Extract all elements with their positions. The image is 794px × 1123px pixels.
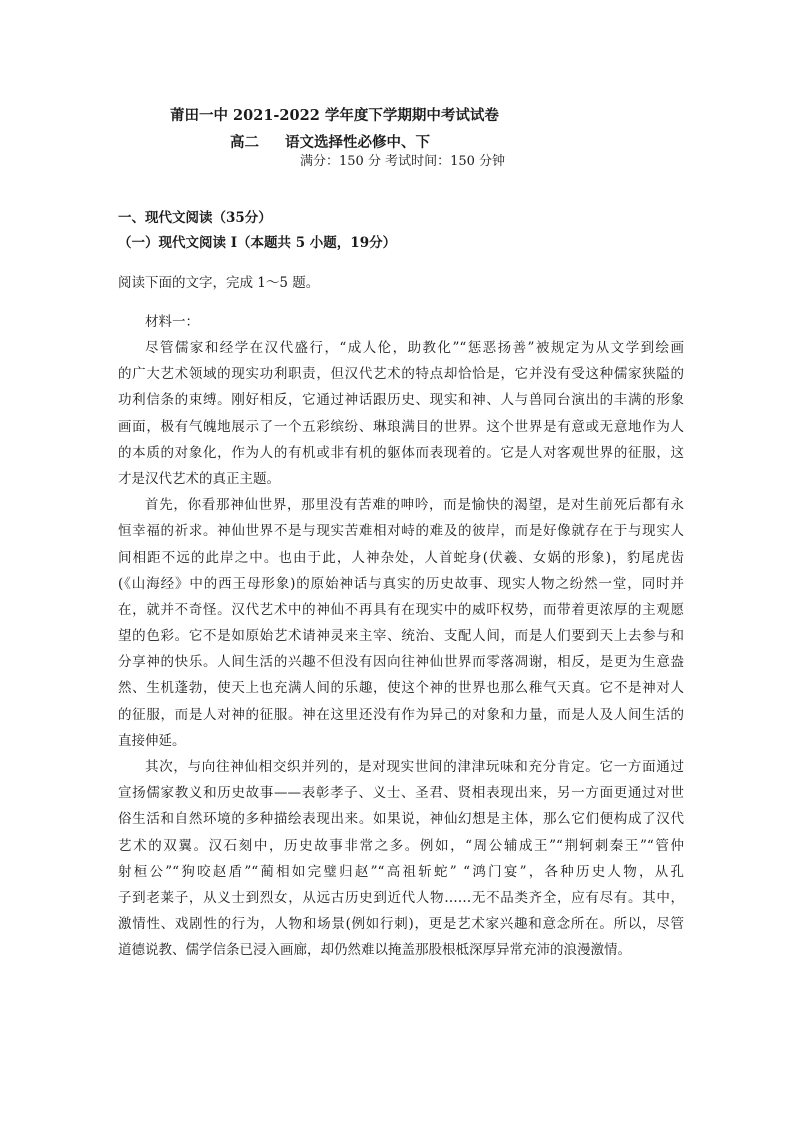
- passage-line: 恒幸福的祈求。神仙世界不是与现实苦难相对峙的难及的彼岸，而是好像就存在于与现实人: [118, 523, 684, 540]
- passage-line: 射桓公”“狗咬赵盾”“蔺相如完璧归赵”“高祖斩蛇” “鸿门宴”，各种历史人物，从孔: [118, 863, 684, 880]
- passage-line: 俗生活和自然环境的多种描绘表现出来。如果说，神仙幻想是主体，那么它们便构成了汉代: [118, 811, 684, 828]
- instruction-text: 阅读下面的文字，完成 1～5 题。: [118, 275, 320, 291]
- passage-line: 间相距不远的此岸之中。也由于此，人神杂处，人首蛇身(伏羲、女娲的形象)，豹尾虎齿: [118, 549, 684, 566]
- passage-line: 的本质的对象化，作为人的有机或非有机的躯体而表现着的。它是人对客观世界的征服，这: [118, 444, 684, 461]
- passage-line: 激情性、戏剧性的行为，人物和场景(例如行刺)，更是艺术家兴趣和意念所在。所以，尽管: [118, 916, 684, 933]
- passage-line: 其次，与向往神仙相交织并列的，是对现实世间的津津玩味和充分肯定。它一方面通过: [145, 759, 684, 775]
- passage-line: 子到老莱子，从义士到烈女，从远古历史到近代人物……无不品类齐全，应有尽有。其中，: [118, 889, 684, 906]
- passage-line: 画面，极有气魄地展示了一个五彩缤纷、琳琅满目的世界。这个世界是有意或无意地作为人: [118, 418, 684, 435]
- subsection-heading: （一）现代文阅读 I（本题共 5 小题，19分）: [118, 235, 397, 251]
- passage-line: 在，就并不奇怪。汉代艺术中的神仙不再具有在现实中的威吓权势，而带着更浓厚的主观愿: [118, 601, 684, 618]
- exam-meta: 满分：150 分 考试时间：150 分钟: [300, 154, 506, 169]
- section-heading: 一、现代文阅读（35分）: [118, 210, 272, 226]
- passage-line: 然、生机蓬勃，使天上也充满人间的乐趣，使这个神的世界也那么稚气天真。它不是神对人: [118, 680, 684, 697]
- grade-label: 高二: [230, 134, 259, 151]
- passage-line: 直接伸延。: [118, 732, 186, 749]
- passage-line: 道德说教、儒学信条已浸入画廊，却仍然难以掩盖那股根柢深厚异常充沛的浪漫激情。: [118, 942, 631, 959]
- subject-label: 语文选择性必修中、下: [285, 134, 430, 151]
- passage-body: [118, 335, 684, 964]
- material-label: 材料一：: [145, 314, 199, 330]
- exam-subtitle: [230, 131, 430, 152]
- passage-line: 分享神的快乐。人间生活的兴趣不但没有因向往神仙世界而零落凋谢，相反，是更为生意盎: [118, 654, 684, 671]
- passage-line: 的征服，而是人对神的征服。神在这里还没有作为异己的对象和力量，而是人及人间生活的: [118, 706, 684, 723]
- passage-line: 功利信条的束缚。刚好相反，它通过神话跟历史、现实和神、人与兽同台演出的丰满的形象: [118, 392, 684, 409]
- passage-line: 的广大艺术领域的现实功利职责，但汉代艺术的特点却恰恰是，它并没有受这种儒家狭隘的: [118, 366, 684, 383]
- passage-line: (《山海经》中的西王母形象)的原始神话与真实的历史故事、现实人物之纷然一堂，同时并: [118, 575, 684, 592]
- passage-line: 望的色彩。它不是如原始艺术请神灵来主宰、统治、支配人间，而是人们要到天上去参与和: [118, 628, 684, 645]
- passage-line: 才是汉代艺术的真正主题。: [118, 470, 280, 487]
- exam-title: 莆田一中 2021-2022 学年度下学期期中考试试卷: [170, 107, 499, 124]
- passage-line: 首先，你看那神仙世界，那里没有苦难的呻吟，而是愉快的渴望，是对生前死后都有永: [145, 497, 684, 514]
- passage-line: 艺术的双翼。汉石刻中，历史故事非常之多。例如，“周公辅成王”“荆轲刺秦王”“管仲: [118, 837, 684, 854]
- passage-line: 宣扬儒家教义和历史故事——表彰孝子、义士、圣君、贤相表现出来，另一方面更通过对世: [118, 785, 684, 802]
- passage-line: 尽管儒家和经学在汉代盛行，“成人伦，助教化”“惩恶扬善”被规定为从文学到绘画: [145, 340, 684, 356]
